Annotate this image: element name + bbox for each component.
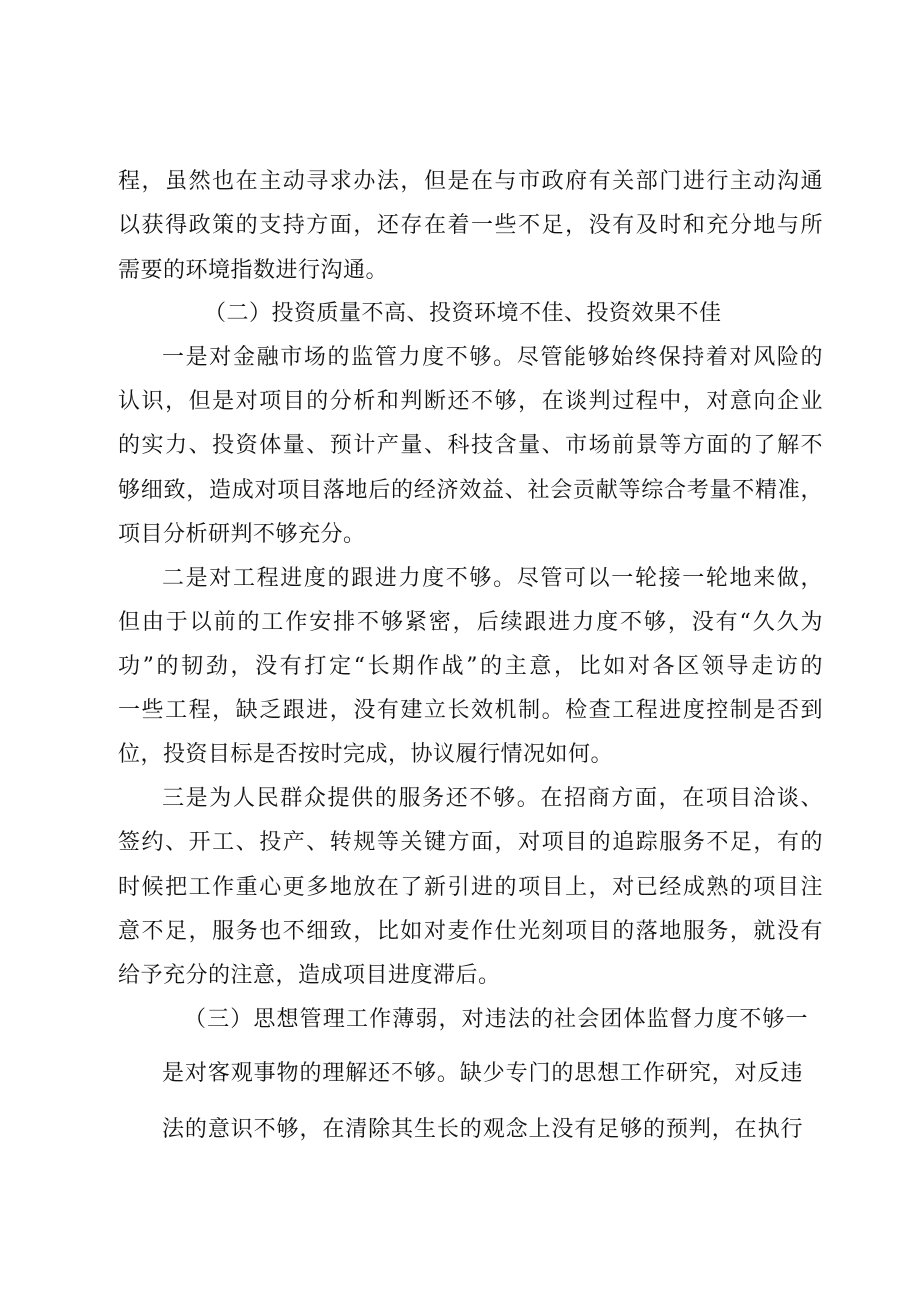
paragraph-line-22: 法的意识不够，在清除其生长的观念上没有足够的预判，在执行 — [162, 1117, 803, 1142]
paragraph-line-2: 以获得政策的支持方面，还存在着一些不足，没有及时和充分地与所 — [118, 213, 823, 238]
paragraph-line-9: 项目分析研判不够充分。 — [118, 522, 366, 547]
paragraph-line-5: 一是对金融市场的监管力度不够。尽管能够始终保持着对风险的 — [162, 345, 823, 370]
section-heading-3: （三）思想管理工作薄弱，对违法的社会团体监督力度不够一 — [184, 1007, 808, 1032]
paragraph-line-11: 但由于以前的工作安排不够紧密，后续跟进力度不够，没有“久久为 — [118, 610, 823, 635]
paragraph-line-3: 需要的环境指数进行沟通。 — [118, 258, 389, 283]
paragraph-line-13: 一些工程，缺乏跟进，没有建立长效机制。检查工程进度控制是否到 — [118, 698, 823, 723]
paragraph-line-17: 时候把工作重心更多地放在了新引进的项目上，对已经成熟的项目注 — [118, 875, 823, 900]
paragraph-line-15: 三是为人民群众提供的服务还不够。在招商方面，在项目洽谈、 — [162, 786, 823, 811]
paragraph-line-8: 够细致，造成对项目落地后的经济效益、社会贡献等综合考量不精准， — [118, 478, 823, 503]
paragraph-line-18: 意不足，服务也不细致，比如对麦作仕光刻项目的落地服务，就没有 — [118, 919, 823, 944]
paragraph-line-10: 二是对工程进度的跟进力度不够。尽管可以一轮接一轮地来做， — [162, 566, 823, 591]
paragraph-line-19: 给予充分的注意，造成项目进度滞后。 — [118, 963, 501, 988]
paragraph-line-14: 位，投资目标是否按时完成，协议履行情况如何。 — [118, 742, 614, 767]
paragraph-line-7: 的实力、投资体量、预计产量、科技含量、市场前景等方面的了解不 — [118, 433, 823, 458]
paragraph-line-12: 功”的韧劲，没有打定“长期作战”的主意，比如对各区领导走访的 — [118, 654, 823, 679]
paragraph-line-16: 签约、开工、投产、转规等关键方面，对项目的追踪服务不足，有的 — [118, 830, 823, 855]
paragraph-line-21: 是对客观事物的理解还不够。缺少专门的思想工作研究，对反违 — [162, 1061, 803, 1086]
paragraph-line-1: 程，虽然也在主动寻求办法，但是在与市政府有关部门进行主动沟通 — [118, 169, 823, 194]
paragraph-line-6: 认识，但是对项目的分析和判断还不够，在谈判过程中，对意向企业 — [118, 389, 823, 414]
section-heading-2: （二）投资质量不高、投资环境不佳、投资效果不佳 — [204, 301, 722, 326]
